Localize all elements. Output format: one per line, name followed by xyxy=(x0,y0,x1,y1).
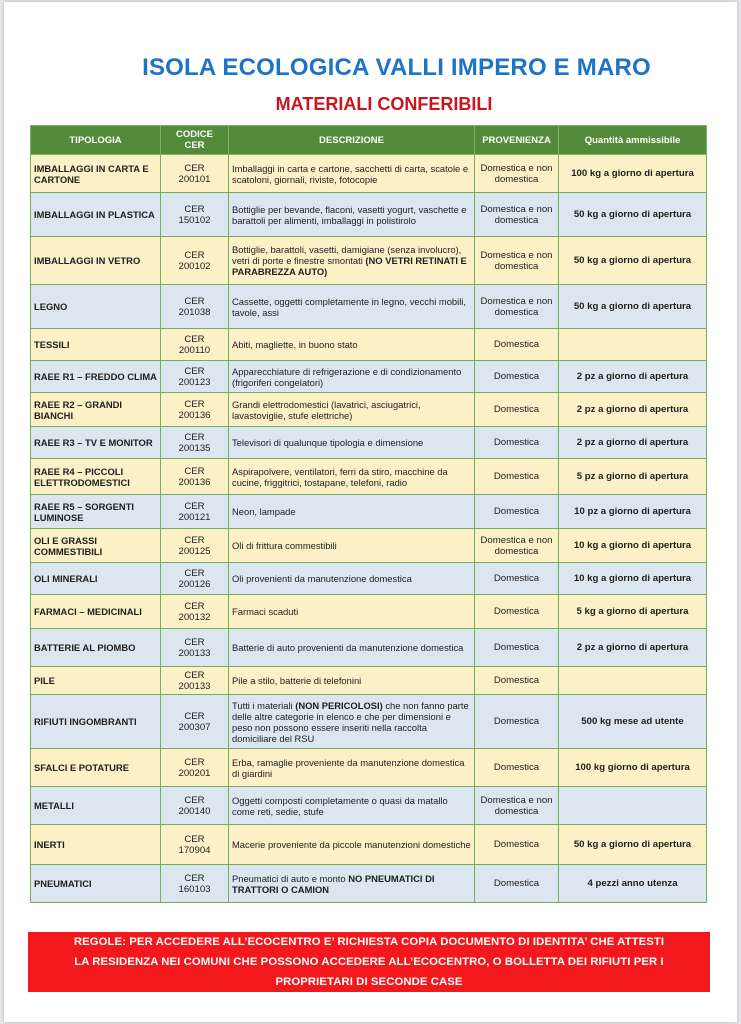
cer-code: 200136 xyxy=(178,409,211,421)
cell-codice-cer xyxy=(161,427,229,459)
cer-label: CER xyxy=(184,500,205,512)
cer-code: 201038 xyxy=(178,306,211,318)
table-row xyxy=(31,237,707,285)
descrizione-text: Macerie proveniente da piccole manutenzioni domestiche xyxy=(232,839,471,850)
cell-descrizione xyxy=(229,393,475,427)
table-row xyxy=(31,329,707,361)
cell-descrizione xyxy=(229,193,475,237)
cell-provenienza: Domestica e non domestica xyxy=(475,193,559,237)
cell-quantita: 5 kg a giorno di apertura xyxy=(559,595,707,629)
cer-code: 200140 xyxy=(178,805,211,817)
header-quantita: Quantità ammissibile xyxy=(559,126,707,155)
cell-codice-cer xyxy=(161,459,229,495)
cell-descrizione xyxy=(229,155,475,193)
cer-code: 200123 xyxy=(178,376,211,388)
cell-descrizione xyxy=(229,787,475,825)
cell-descrizione xyxy=(229,595,475,629)
cer-label: CER xyxy=(184,365,205,377)
cell-tipologia: RAEE R4 – PICCOLI ELETTRODOMESTICI xyxy=(31,459,161,495)
cell-tipologia: IMBALLAGGI IN CARTA E CARTONE xyxy=(31,155,161,193)
cell-descrizione xyxy=(229,237,475,285)
cell-quantita xyxy=(559,667,707,695)
cell-tipologia: LEGNO xyxy=(31,285,161,329)
cer-code: 200102 xyxy=(178,260,211,272)
cell-tipologia: IMBALLAGGI IN PLASTICA xyxy=(31,193,161,237)
cell-quantita: 50 kg a giorno di apertura xyxy=(559,237,707,285)
cell-codice-cer xyxy=(161,595,229,629)
descrizione-text: Bottiglie per bevande, flaconi, vasetti yogurt, vaschette e barattoli per alimenti, imballaggi in polistirolo xyxy=(232,203,467,226)
cer-label: CER xyxy=(184,534,205,546)
cell-descrizione xyxy=(229,749,475,787)
table-row xyxy=(31,459,707,495)
descrizione-text: Apparecchiature di refrigerazione e di condizionamento (frigoriferi congelatori) xyxy=(232,365,462,388)
descrizione-text: Batterie di auto provenienti da manutenzione domestica xyxy=(232,642,464,653)
cell-descrizione xyxy=(229,329,475,361)
cell-codice-cer xyxy=(161,495,229,529)
table-row xyxy=(31,825,707,865)
header-codice-line2: CER xyxy=(184,140,205,151)
cell-provenienza: Domestica e non domestica xyxy=(475,285,559,329)
table-row xyxy=(31,361,707,393)
cell-descrizione xyxy=(229,427,475,459)
cell-tipologia: METALLI xyxy=(31,787,161,825)
rules-line-3: PROPRIETARI DI SECONDE CASE xyxy=(275,976,463,988)
cell-quantita xyxy=(559,329,707,361)
cell-codice-cer xyxy=(161,193,229,237)
table-row xyxy=(31,695,707,749)
descrizione-text: Abiti, magliette, in buono stato xyxy=(232,339,358,350)
cer-label: CER xyxy=(184,600,205,612)
cer-label: CER xyxy=(184,567,205,579)
cell-codice-cer xyxy=(161,237,229,285)
cer-code: 150102 xyxy=(178,214,211,226)
rules-line-2: LA RESIDENZA NEI COMUNI CHE POSSONO ACCEDERE ALL’ECOCENTRO, O BOLLETTA DEI RIFIUTI PER I xyxy=(74,956,664,968)
cell-provenienza: Domestica e non domestica xyxy=(475,155,559,193)
cell-quantita: 50 kg a giorno di apertura xyxy=(559,825,707,865)
cell-tipologia: TESSILI xyxy=(31,329,161,361)
descrizione-text: Tutti i materiali xyxy=(232,699,296,711)
cer-label: CER xyxy=(184,636,205,648)
table-row xyxy=(31,529,707,563)
cell-quantita xyxy=(559,787,707,825)
cell-codice-cer xyxy=(161,825,229,865)
cell-tipologia: OLI E GRASSI COMMESTIBILI xyxy=(31,529,161,563)
table-row xyxy=(31,667,707,695)
cell-descrizione xyxy=(229,361,475,393)
cer-label: CER xyxy=(184,794,205,806)
cell-codice-cer xyxy=(161,667,229,695)
cell-provenienza: Domestica xyxy=(475,563,559,595)
cell-quantita: 10 kg a giorno di apertura xyxy=(559,529,707,563)
descrizione-text: Aspirapolvere, ventilatori, ferri da stiro, macchine da cucine, friggitrici, tostapane, telefoni, radio xyxy=(232,465,448,488)
cer-label: CER xyxy=(184,333,205,345)
descrizione-text: NO PNEUMATICI DI TRATTORI O CAMION xyxy=(232,872,435,895)
cell-descrizione xyxy=(229,695,475,749)
cell-tipologia: RAEE R2 – GRANDI BIANCHI xyxy=(31,393,161,427)
cer-code: 200126 xyxy=(178,578,211,590)
table-row xyxy=(31,155,707,193)
cell-provenienza: Domestica xyxy=(475,595,559,629)
cell-provenienza: Domestica xyxy=(475,361,559,393)
cell-quantita: 10 kg a giorno di apertura xyxy=(559,563,707,595)
cer-label: CER xyxy=(184,162,205,174)
cell-codice-cer xyxy=(161,529,229,563)
cer-code: 200121 xyxy=(178,511,211,523)
cell-tipologia: RIFIUTI INGOMBRANTI xyxy=(31,695,161,749)
cell-tipologia: OLI MINERALI xyxy=(31,563,161,595)
cell-codice-cer xyxy=(161,285,229,329)
cell-descrizione xyxy=(229,459,475,495)
cell-descrizione xyxy=(229,563,475,595)
cell-quantita: 2 pz a giorno di apertura xyxy=(559,361,707,393)
descrizione-text: Farmaci scaduti xyxy=(232,606,299,617)
page-subtitle: MATERIALI CONFERIBILI xyxy=(275,94,493,114)
cer-code: 200125 xyxy=(178,545,211,557)
descrizione-text: Oggetti composti completamente o quasi da matallo come reti, sedie, stufe xyxy=(232,794,448,817)
cer-code: 200101 xyxy=(178,173,211,185)
page-title: ISOLA ECOLOGICA VALLI IMPERO E MARO xyxy=(142,54,651,81)
cell-descrizione xyxy=(229,495,475,529)
cell-descrizione xyxy=(229,667,475,695)
cell-quantita: 4 pezzi anno utenza xyxy=(559,865,707,903)
cer-label: CER xyxy=(184,669,205,681)
cell-provenienza: Domestica xyxy=(475,393,559,427)
cell-codice-cer xyxy=(161,695,229,749)
cell-descrizione xyxy=(229,825,475,865)
cell-provenienza: Domestica xyxy=(475,495,559,529)
cell-provenienza: Domestica xyxy=(475,667,559,695)
cell-quantita: 500 kg mese ad utente xyxy=(559,695,707,749)
cell-codice-cer xyxy=(161,155,229,193)
cell-provenienza: Domestica xyxy=(475,865,559,903)
cell-provenienza: Domestica xyxy=(475,825,559,865)
table-row xyxy=(31,563,707,595)
cell-codice-cer xyxy=(161,563,229,595)
header-tipologia: TIPOLOGIA xyxy=(31,126,161,155)
header-codice-line1: CODICE xyxy=(176,129,213,140)
cer-label: CER xyxy=(184,398,205,410)
cer-label: CER xyxy=(184,249,205,261)
cell-descrizione xyxy=(229,529,475,563)
descrizione-text: Oli provenienti da manutenzione domestica xyxy=(232,573,412,584)
cell-quantita: 2 pz a giorno di apertura xyxy=(559,393,707,427)
cell-codice-cer xyxy=(161,749,229,787)
cell-descrizione xyxy=(229,285,475,329)
descrizione-text: Bottiglie, barattoli, vasetti, damigiane (senza involucro), vetri di porte e finestre smontati xyxy=(232,244,462,266)
descrizione-text: Imballaggi in carta e cartone, sacchetti di carta, scatole e scatoloni, giornali, riviste, fotocopie xyxy=(232,162,469,185)
cell-tipologia: RAEE R5 – SORGENTI LUMINOSE xyxy=(31,495,161,529)
descrizione-text: (NO VETRI RETINATI E PARABREZZA AUTO) xyxy=(232,255,467,277)
rules-line-1: REGOLE: PER ACCEDERE ALL’ECOCENTRO E’ RICHIESTA COPIA DOCUMENTO DI IDENTITA’ CHE ATTESTI xyxy=(73,936,665,948)
cell-provenienza: Domestica e non domestica xyxy=(475,787,559,825)
cell-tipologia: PNEUMATICI xyxy=(31,865,161,903)
cer-code: 170904 xyxy=(178,844,211,856)
cell-quantita: 100 kg a giorno di apertura xyxy=(559,155,707,193)
cer-code: 200135 xyxy=(178,442,211,454)
cell-provenienza: Domestica xyxy=(475,749,559,787)
table-row xyxy=(31,285,707,329)
cer-code: 200136 xyxy=(178,476,211,488)
descrizione-text: Neon, lampade xyxy=(232,506,296,517)
cell-quantita: 2 pz a giorno di apertura xyxy=(559,427,707,459)
cell-tipologia: INERTI xyxy=(31,825,161,865)
table-row xyxy=(31,193,707,237)
cell-tipologia: RAEE R1 – FREDDO CLIMA xyxy=(31,361,161,393)
cer-code: 200201 xyxy=(178,767,211,779)
cer-code: 160103 xyxy=(178,883,211,895)
table-row xyxy=(31,787,707,825)
descrizione-text: Cassette, oggetti completamente in legno, vecchi mobili, tavole, assi xyxy=(232,295,466,318)
descrizione-text: Pile a stilo, batterie di telefonini xyxy=(232,675,362,686)
descrizione-text: (NON PERICOLOSI) xyxy=(295,699,383,711)
cer-label: CER xyxy=(184,465,205,477)
cer-code: 200110 xyxy=(178,344,211,356)
cell-provenienza: Domestica xyxy=(475,329,559,361)
cer-label: CER xyxy=(184,203,205,215)
table-body xyxy=(31,155,707,903)
cell-codice-cer xyxy=(161,787,229,825)
cell-codice-cer xyxy=(161,865,229,903)
cer-label: CER xyxy=(184,756,205,768)
header-descrizione: DESCRIZIONE xyxy=(229,126,475,155)
cell-provenienza: Domestica xyxy=(475,695,559,749)
table-row xyxy=(31,427,707,459)
cer-code: 200307 xyxy=(178,721,211,733)
cell-quantita: 50 kg a giorno di apertura xyxy=(559,193,707,237)
cell-tipologia: SFALCI E POTATURE xyxy=(31,749,161,787)
table-row xyxy=(31,865,707,903)
table-row xyxy=(31,749,707,787)
cell-codice-cer xyxy=(161,629,229,667)
cer-code: 200133 xyxy=(178,647,211,659)
cell-quantita: 50 kg a giorno di apertura xyxy=(559,285,707,329)
cell-quantita: 10 pz a giorno di apertura xyxy=(559,495,707,529)
table-header-row xyxy=(31,126,707,155)
cer-label: CER xyxy=(184,872,205,884)
cer-label: CER xyxy=(184,295,205,307)
cer-label: CER xyxy=(184,710,205,722)
rules-banner xyxy=(28,932,710,992)
cell-provenienza: Domestica xyxy=(475,459,559,495)
table-row xyxy=(31,495,707,529)
cell-provenienza: Domestica e non domestica xyxy=(475,237,559,285)
cell-tipologia: FARMACI – MEDICINALI xyxy=(31,595,161,629)
cell-quantita: 5 pz a giorno di apertura xyxy=(559,459,707,495)
cell-descrizione xyxy=(229,865,475,903)
header-codice-cer xyxy=(161,126,229,155)
descrizione-text: Oli di frittura commestibili xyxy=(232,540,337,551)
descrizione-text: Pneumatici di auto e monto xyxy=(232,872,349,884)
cell-provenienza: Domestica xyxy=(475,427,559,459)
cell-quantita: 100 kg giorno di apertura xyxy=(559,749,707,787)
materials-table xyxy=(30,125,707,903)
descrizione-text: Erba, ramaglie proveniente da manutenzione domestica di giardini xyxy=(232,756,465,779)
header-provenienza: PROVENIENZA xyxy=(475,126,559,155)
cell-tipologia: RAEE R3 – TV E MONITOR xyxy=(31,427,161,459)
cer-code: 200132 xyxy=(178,611,211,623)
cell-tipologia: BATTERIE AL PIOMBO xyxy=(31,629,161,667)
cell-provenienza: Domestica e non domestica xyxy=(475,529,559,563)
cell-descrizione xyxy=(229,629,475,667)
descrizione-text: che non fanno parte delle altre categorie in elenco e che per dimensioni e peso non possono essere inseriti nella raccolta domiciliare del RSU xyxy=(232,699,469,744)
cell-codice-cer xyxy=(161,361,229,393)
cer-label: CER xyxy=(184,833,205,845)
cell-codice-cer xyxy=(161,393,229,427)
table-row xyxy=(31,595,707,629)
table-row xyxy=(31,393,707,427)
cell-provenienza: Domestica xyxy=(475,629,559,667)
cell-codice-cer xyxy=(161,329,229,361)
cer-label: CER xyxy=(184,431,205,443)
cell-quantita: 2 pz a giorno di apertura xyxy=(559,629,707,667)
cell-tipologia: PILE xyxy=(31,667,161,695)
table-row xyxy=(31,629,707,667)
cer-code: 200133 xyxy=(178,680,211,692)
descrizione-text: Televisori di qualunque tipologia e dimensione xyxy=(232,437,424,448)
cell-tipologia: IMBALLAGGI IN VETRO xyxy=(31,237,161,285)
descrizione-text: Grandi elettrodomestici (lavatrici, asciugatrici, lavastoviglie, stufe elettriche) xyxy=(232,398,421,421)
